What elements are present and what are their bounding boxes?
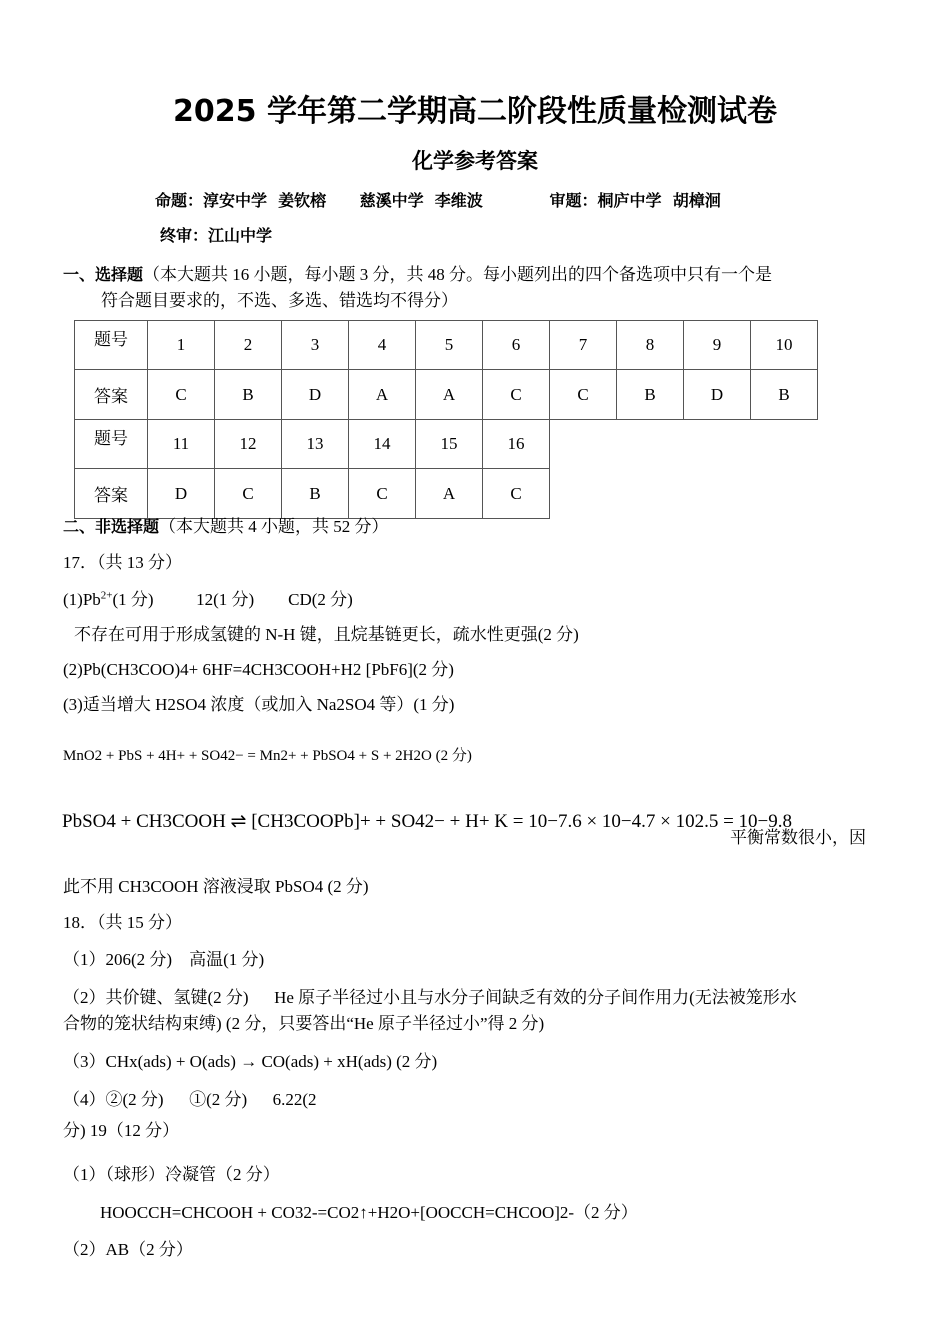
table-cell: 12 (215, 420, 282, 469)
table-cell: C (483, 469, 550, 519)
table-cell: B (215, 370, 282, 420)
table-row (75, 370, 818, 420)
table-cell: 11 (148, 420, 215, 469)
q17-head: 17．（共 13 分） (63, 553, 182, 572)
q17-part3: (3)适当增大 H2SO4 浓度（或加入 Na2SO4 等）(1 分) (63, 695, 455, 714)
q17-part2: (2)Pb(CH3COO)4+ 6HF=4CH3COOH+H2 [PbF6](2 分) (63, 660, 454, 679)
row-label-number: 题号 (75, 420, 148, 469)
q17-equation-2-tail: 平衡常数很小，因 (730, 828, 866, 847)
table-cell: 4 (349, 321, 416, 370)
table-cell: 7 (550, 321, 617, 370)
table-cell: D (684, 370, 751, 420)
row-label-answer: 答案 (75, 469, 148, 519)
table-cell: B (617, 370, 684, 420)
q19-part1: （1）（球形）冷凝管（2 分） (63, 1165, 280, 1184)
table-cell: 13 (282, 420, 349, 469)
table-cell: 16 (483, 420, 550, 469)
answer-table (74, 320, 818, 519)
table-empty-cell (550, 420, 818, 469)
q18-head: 18．（共 15 分） (63, 913, 182, 932)
table-cell: B (751, 370, 818, 420)
table-cell: 9 (684, 321, 751, 370)
section1-header (63, 260, 772, 285)
section1-desc-line2: 符合题目要求的，不选、多选、错选均不得分） (101, 291, 458, 310)
table-cell: 10 (751, 321, 818, 370)
q18-part3: （3）CHx(ads) + O(ads) → CO(ads) + xH(ads) (2 分) (63, 1052, 438, 1071)
table-cell: 15 (416, 420, 483, 469)
q18-part1: （1）206(2 分) 高温(1 分) (63, 950, 265, 969)
q17-part1 (63, 585, 353, 610)
page-subtitle: 化学参考答案 (412, 149, 538, 173)
table-cell: C (483, 370, 550, 420)
table-empty-cell (550, 469, 818, 519)
q18-part2-line1: （2）共价键、氢键(2 分) He 原子半径过小且与水分子间缺乏有效的分子间作用力(无法被笼形水 (63, 988, 797, 1007)
q17-equation-2: PbSO4 + CH3COOH ⇌ [CH3COOPb]+ + SO42− + H+ K = 10−7.6 × 10−4.7 × 102.5 = 10−9.8 (62, 811, 793, 832)
q18-part4-line2: 分) 19（12 分） (63, 1121, 180, 1140)
table-row (75, 469, 818, 519)
q18-part2-line2: 合物的笼状结构束缚) (2 分，只要答出“He 原子半径过小”得 2 分) (63, 1014, 545, 1033)
table-cell: B (282, 469, 349, 519)
table-cell: 14 (349, 420, 416, 469)
table-row (75, 321, 818, 370)
table-cell: C (148, 370, 215, 420)
q17-part1-b: (1 分) 12(1 分) CD(2 分) (112, 590, 353, 609)
table-cell: 5 (416, 321, 483, 370)
table-cell: C (550, 370, 617, 420)
table-cell: C (349, 469, 416, 519)
q17-part1-a: (1)Pb (63, 590, 101, 609)
table-cell: C (215, 469, 282, 519)
q17-conclusion: 此不用 CH3COOH 溶液浸取 PbSO4 (2 分) (63, 877, 369, 896)
section2-header (63, 512, 389, 537)
page-title: 2025 学年第二学期高二阶段性质量检测试卷 (173, 94, 777, 129)
q18-part4-line1: （4）②(2 分) ①(2 分) 6.22(2 (63, 1090, 317, 1109)
q19-part2: （2）AB（2 分） (63, 1240, 193, 1259)
q17-equation-1: MnO2 + PbS + 4H+ + SO42− = Mn2+ + PbSO4 + S + 2H2O (2 分) (63, 748, 472, 764)
section1-heading: 一、选择题 (63, 265, 144, 284)
table-cell: 3 (282, 321, 349, 370)
table-row (75, 420, 818, 469)
table-cell: A (416, 469, 483, 519)
table-cell: 8 (617, 321, 684, 370)
table-cell: 1 (148, 321, 215, 370)
final-review-line: 终审：江山中学 (160, 226, 273, 245)
table-cell: D (148, 469, 215, 519)
row-label-answer: 答案 (75, 370, 148, 420)
section1-desc-line1: （本大题共 16 小题，每小题 3 分，共 48 分。每小题列出的四个备选项中只有一个是 (143, 265, 773, 284)
table-cell: 2 (215, 321, 282, 370)
q17-part1-sup: 2+ (100, 589, 113, 602)
row-label-number: 题号 (75, 321, 148, 370)
section2-heading: 二、非选择题 (63, 517, 160, 536)
table-cell: A (416, 370, 483, 420)
q17-part1-line2: 不存在可用于形成氢键的 N-H 键，且烷基链更长，疏水性更强(2 分) (74, 625, 579, 644)
table-cell: A (349, 370, 416, 420)
section2-desc: （本大题共 4 小题，共 52 分） (159, 517, 389, 536)
table-cell: 6 (483, 321, 550, 370)
author-line: 命题：淳安中学 姜钦榕 慈溪中学 李维波 审题：桐庐中学 胡樟洄 (155, 191, 721, 210)
q19-equation: HOOCCH=CHCOOH + CO32-=CO2↑+H2O+[OOCCH=CHCOO]2-（2 分） (100, 1203, 638, 1222)
table-cell: D (282, 370, 349, 420)
